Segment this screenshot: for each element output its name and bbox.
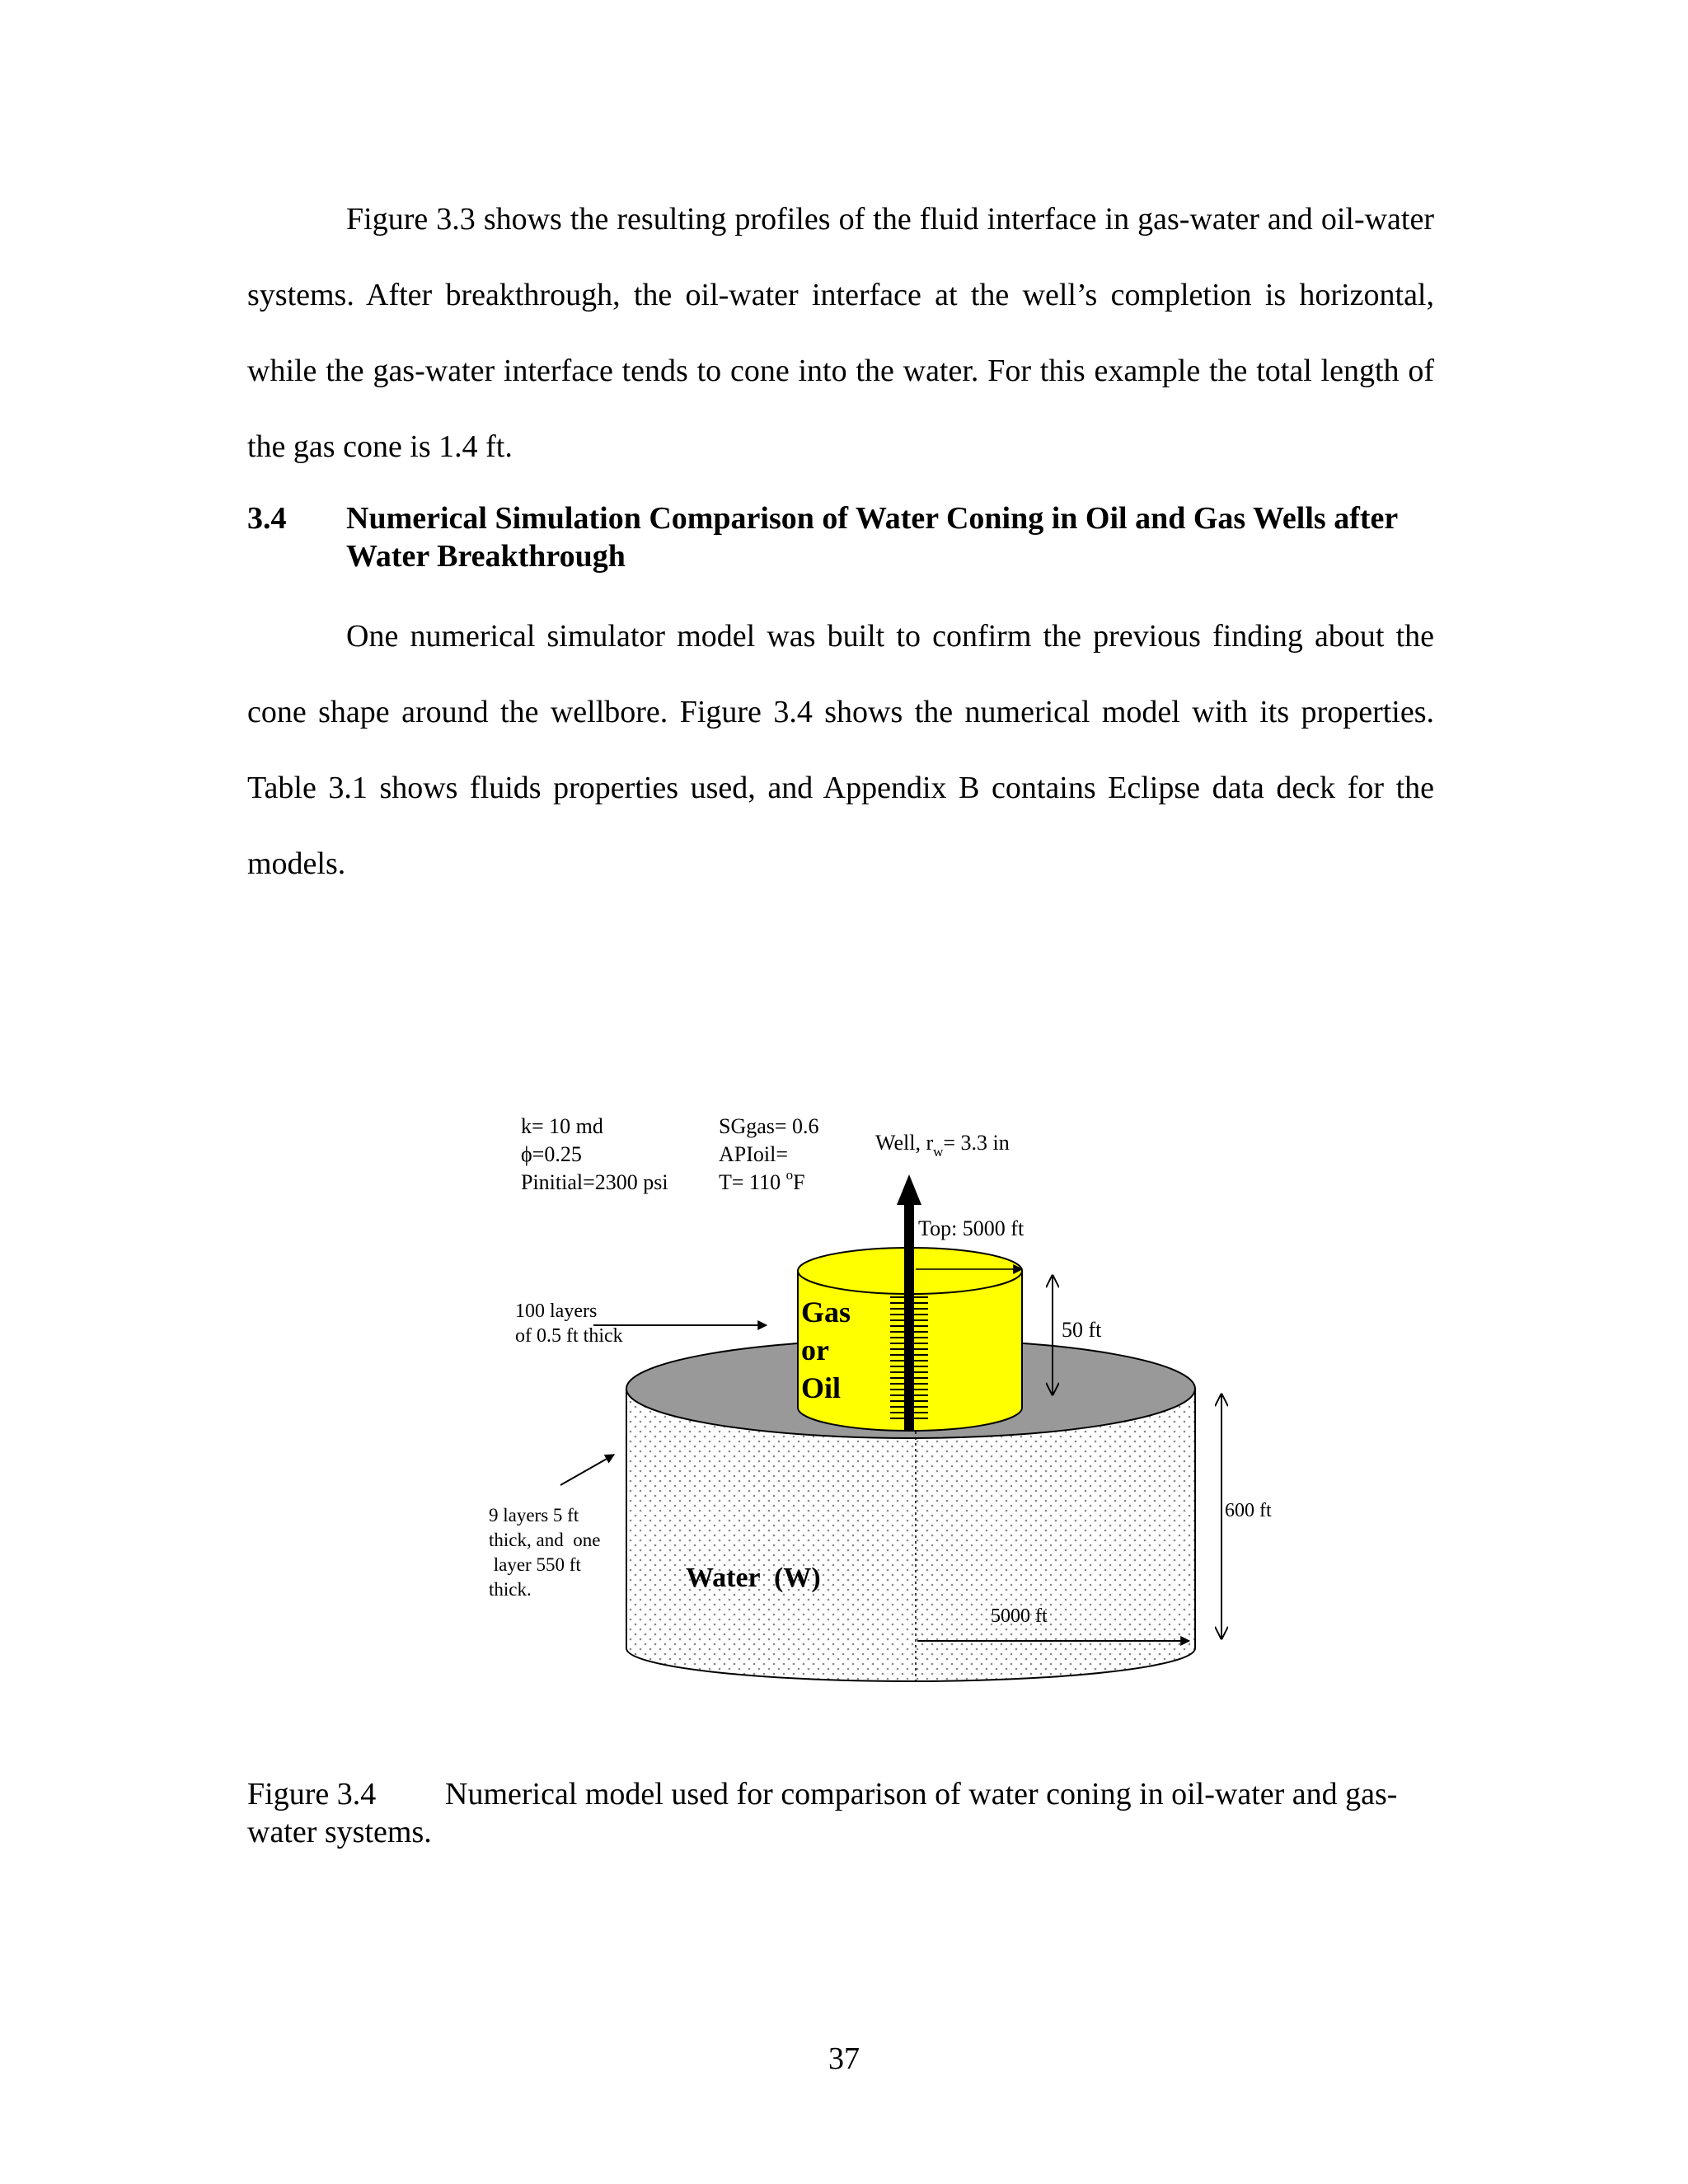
permeability-label: k= 10 md	[521, 1114, 603, 1138]
upper-layers-annotation	[515, 1301, 767, 1347]
fluid-label-line-3: Oil	[801, 1371, 842, 1404]
porosity-label: ϕ=0.25	[521, 1142, 582, 1166]
lower-layers-annotation	[489, 1455, 614, 1600]
sg-gas-label: SGgas= 0.6	[719, 1114, 819, 1138]
upper-layers-line-2: of 0.5 ft thick	[515, 1325, 623, 1347]
api-oil-label: APIoil=	[719, 1142, 789, 1166]
lower-layers-line-4: thick.	[489, 1579, 532, 1600]
pressure-label: Pinitial=2300 psi	[521, 1170, 668, 1194]
section-title: Numerical Simulation Comparison of Water Coning in Oil and Gas Wells after Water Breakthrough	[346, 501, 1398, 574]
fluid-label-line-1: Gas	[801, 1296, 851, 1329]
top-depth-label: Top: 5000 ft	[918, 1216, 1025, 1240]
paragraph-1-text: Figure 3.3 shows the resulting profiles of the fluid interface in gas-water and oil-water systems. After breakthrough, the oil-water interface at the well’s completion is horizontal, while the gas-water interface tends to cone into the water. For this example the total length of the gas cone is 1.4 ft.	[247, 202, 1434, 464]
lower-height-label: 600 ft	[1225, 1500, 1272, 1521]
lower-radius-label: 5000 ft	[991, 1605, 1048, 1627]
upper-height-label: 50 ft	[1062, 1318, 1102, 1342]
reservoir-properties	[521, 1114, 1025, 1240]
upper-layers-line-1: 100 layers	[515, 1301, 598, 1322]
page-number: 37	[828, 2041, 860, 2076]
well-radius-label: Well, $r_w= 3.3$ in	[875, 1131, 1010, 1160]
lower-layers-line-1: 9 layers 5 ft	[489, 1505, 579, 1526]
fluid-label-line-2: or	[801, 1333, 829, 1366]
water-label: Water (W)	[686, 1563, 821, 1593]
lower-layers-line-2: thick, and one	[489, 1530, 601, 1550]
figure-caption-text: Numerical model used for comparison of water coning in oil-water and gas-water systems.	[247, 1777, 1398, 1849]
lower-layers-line-3: layer 550 ft	[489, 1554, 581, 1575]
temperature-label: T= 110 $^o$F	[719, 1167, 805, 1194]
lower-layers-arrow	[560, 1455, 614, 1485]
figure-caption-number: Figure 3.4	[247, 1777, 377, 1811]
figure-caption	[247, 1775, 1451, 1851]
section-number: 3.4	[247, 501, 287, 536]
paragraph-2-text: One numerical simulator model was built to confirm the previous finding about the cone shape around the wellbore. Figure 3.4 shows the numerical model with its properties. Table 3.1 shows fluids properties used, and Appendix B contains Eclipse data deck for the models.	[247, 619, 1434, 881]
